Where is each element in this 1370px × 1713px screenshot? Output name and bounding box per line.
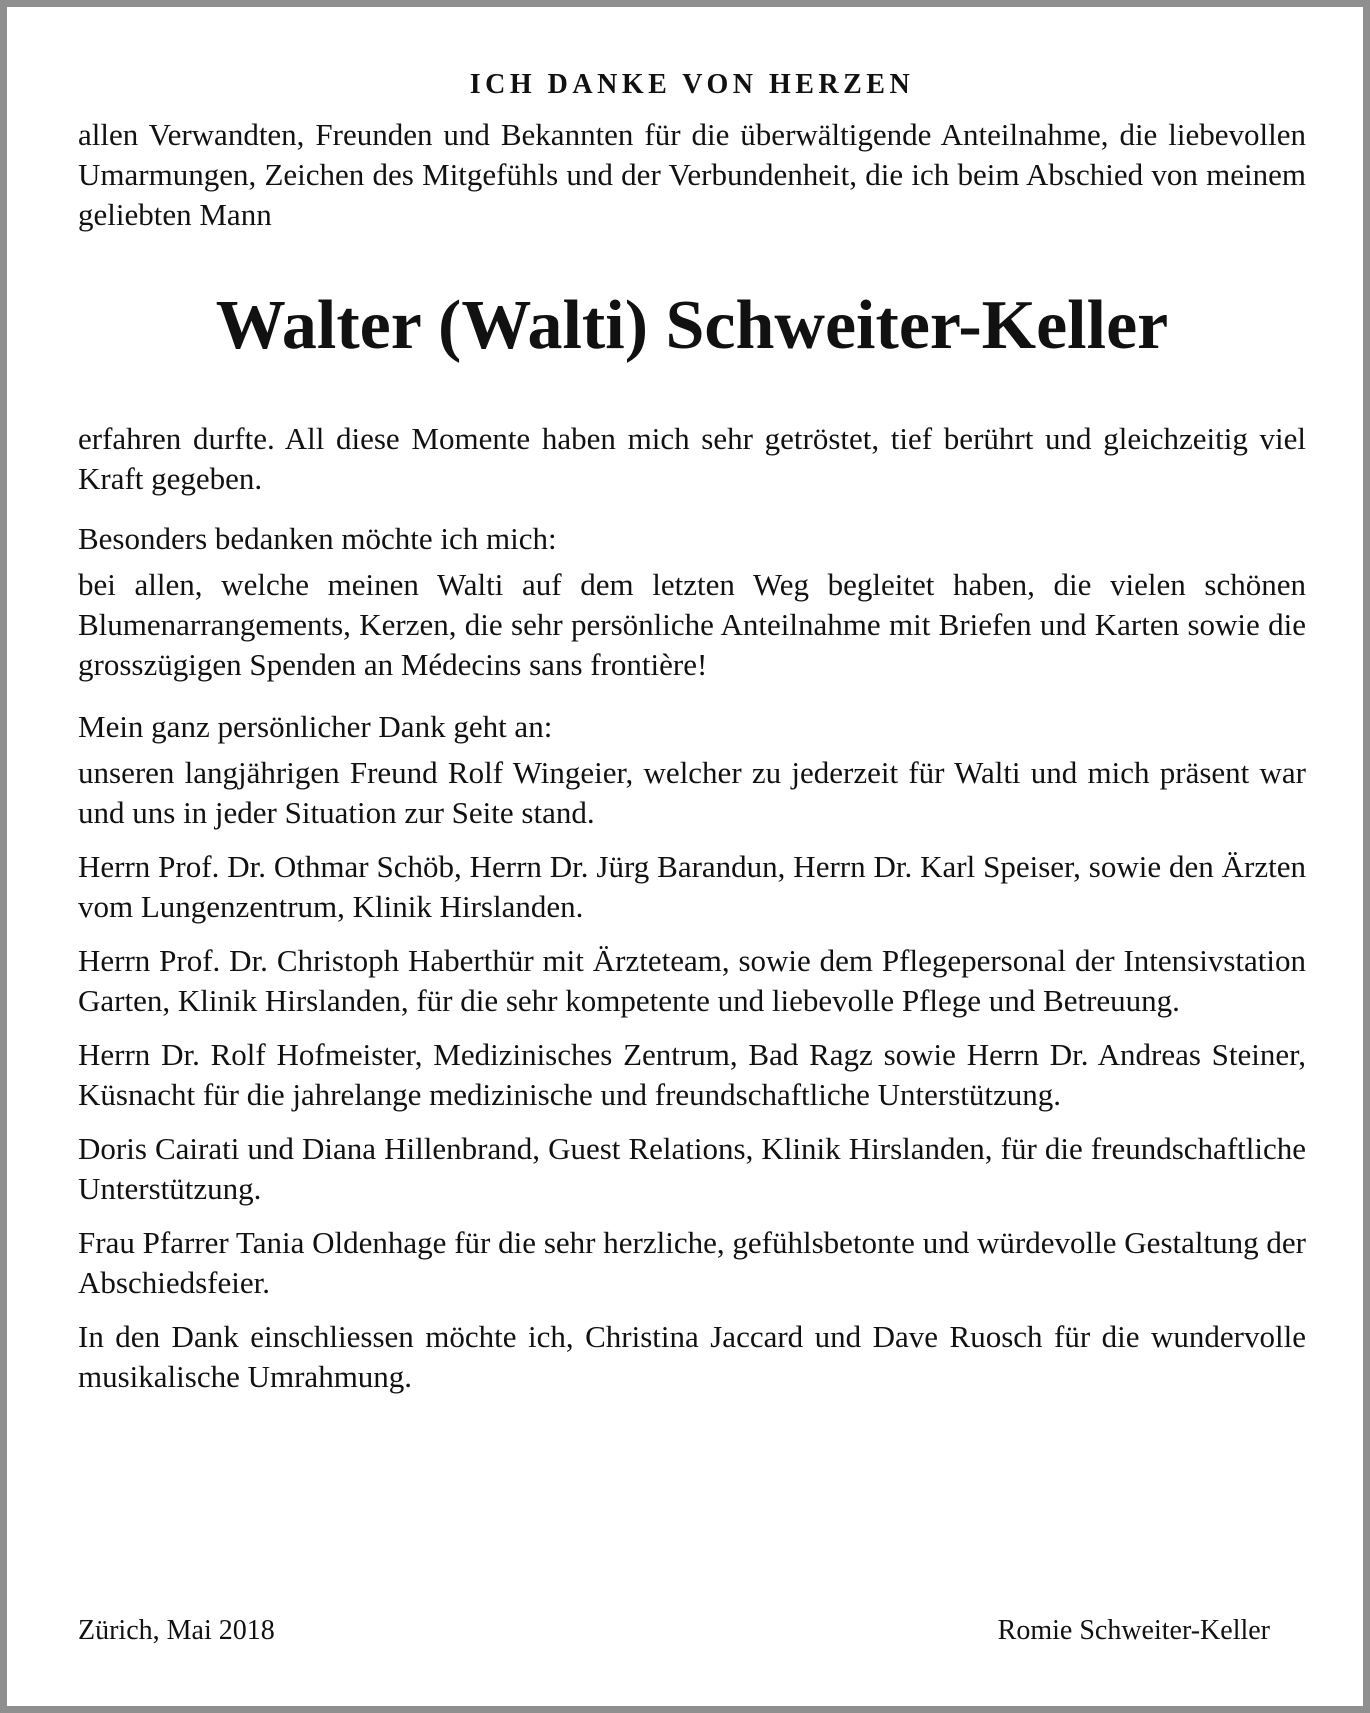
intro-paragraph: allen Verwandten, Freunden und Bekannten für die überwältigende Anteilnahme, die liebevollen Umarmungen, Zeichen des Mitgefühls und der Verbundenheit, die ich beim Abschied von meinem geliebten Mann [78,117,1306,232]
personal-thanks-item: Doris Cairati und Diana Hillenbrand, Guest Relations, Klinik Hirslanden, für die freundschaftliche Unterstützung. [78,1131,1306,1206]
after-name-paragraph: erfahren durfte. All diese Momente haben mich sehr getröstet, tief berührt und gleichzeitig viel Kraft gegeben. [78,421,1306,496]
personal-thanks-item: unseren langjährigen Freund Rolf Wingeier, welcher zu jederzeit für Walti und mich präsent war und uns in jeder Situation zur Seite stand. [78,755,1306,830]
personal-thanks-item: Herrn Prof. Dr. Christoph Haberthür mit Ärzteteam, sowie dem Pflegepersonal der Intensivstation Garten, Klinik Hirslanden, für die sehr kompetente und liebevolle Pflege und Betreuung. [78,943,1306,1018]
besonders-heading: Besonders bedanken möchte ich mich: [78,521,557,556]
personal-thanks-heading: Mein ganz persönlicher Dank geht an: [78,709,553,744]
personal-thanks-item: Herrn Prof. Dr. Othmar Schöb, Herrn Dr. Jürg Barandun, Herrn Dr. Karl Speiser, sowie den Ärzten vom Lungenzentrum, Klinik Hirslanden. [78,849,1306,924]
notice-heading: ICH DANKE VON HERZEN [469,69,915,100]
signature: Romie Schweiter-Keller [997,1615,1270,1646]
personal-thanks-item: In den Dank einschliessen möchte ich, Christina Jaccard und Dave Ruosch für die wundervolle musikalische Umrahmung. [78,1319,1306,1394]
besonders-paragraph: bei allen, welche meinen Walti auf dem letzten Weg begleitet haben, die vielen schönen Blumenarrangements, Kerzen, die sehr persönliche Anteilnahme mit Briefen und Karten sowie die grosszügigen Spenden an Médecins sans frontière! [78,567,1306,682]
notice-content [78,7,1306,1397]
personal-thanks-item: Herrn Dr. Rolf Hofmeister, Medizinisches Zentrum, Bad Ragz sowie Herrn Dr. Andreas Steiner, Küsnacht für die jahrelange medizinische und freundschaftliche Unterstützung. [78,1037,1306,1112]
personal-thanks-item: Frau Pfarrer Tania Oldenhage für die sehr herzliche, gefühlsbetonte und würdevolle Gestaltung der Abschiedsfeier. [78,1225,1306,1300]
deceased-name: Walter (Walti) Schweiter-Keller [215,287,1169,364]
notice-page [7,7,1363,1706]
place-date: Zürich, Mai 2018 [78,1615,275,1646]
